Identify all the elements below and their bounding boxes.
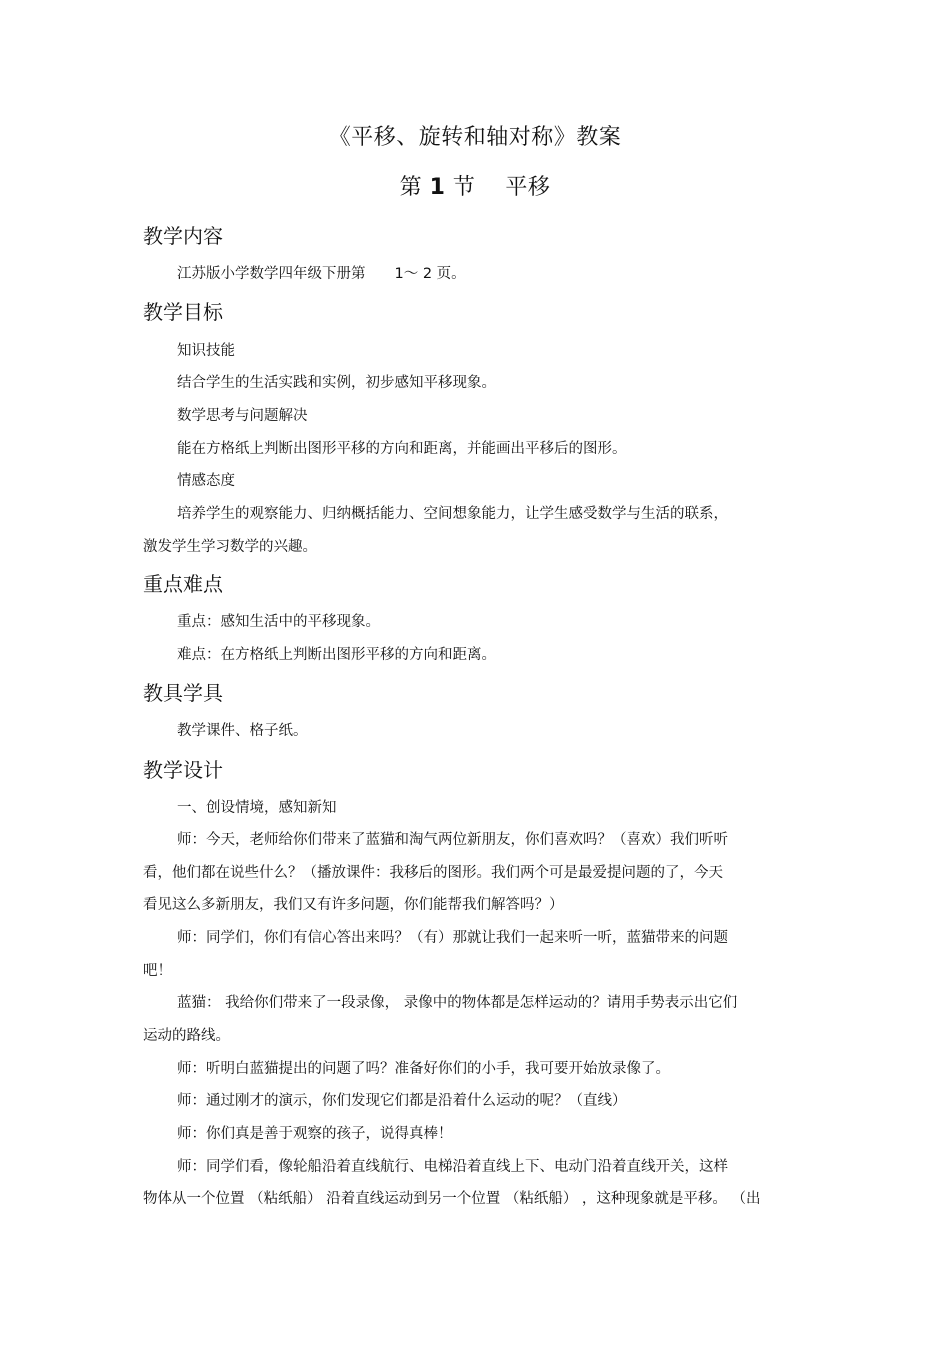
keypoint-difficult: 难点：在方格纸上判断出图形平移的方向和距离。 xyxy=(177,647,496,663)
goals-sub-thinking: 数学思考与问题解决 xyxy=(177,408,308,424)
goals-text-thinking: 能在方格纸上判断出图形平移的方向和距离，并能画出平移后的图形。 xyxy=(177,441,627,457)
heading-design: 教学设计 xyxy=(143,758,223,782)
section-name: 平移 xyxy=(505,175,551,200)
design-step-1: 一、创设情境，感知新知 xyxy=(177,800,337,816)
goals-text-attitude-2: 激发学生学习数学的兴趣。 xyxy=(143,539,317,555)
design-paragraph-2-line-2: 吧！ xyxy=(143,963,172,979)
design-paragraph-1-line-2: 看，他们都在说些什么？（播放课件：我移后的图形。我们两个可是最爱提问题的了，今天 xyxy=(143,865,723,881)
design-paragraph-7-line-1: 师：同学们看，像轮船沿着直线航行、电梯沿着直线上下、电动门沿着直线开关，这样 xyxy=(177,1159,728,1175)
heading-tools: 教具学具 xyxy=(143,681,223,705)
design-paragraph-3-line-1: 蓝猫： 我给你们带来了一段录像， 录像中的物体都是怎样运动的？请用手势表示出它们 xyxy=(177,995,738,1011)
heading-content: 教学内容 xyxy=(143,224,223,248)
goals-text-knowledge: 结合学生的生活实践和实例，初步感知平移现象。 xyxy=(177,375,496,391)
design-paragraph-2-line-1: 师：同学们，你们有信心答出来吗？（有）那就让我们一起来听一听，蓝猫带来的问题 xyxy=(177,930,728,946)
section-suffix: 节 xyxy=(452,175,476,200)
design-paragraph-6: 师：你们真是善于观察的孩子，说得真棒！ xyxy=(177,1126,453,1142)
design-paragraph-3-line-2: 运动的路线。 xyxy=(143,1028,230,1044)
goals-text-attitude-1: 培养学生的观察能力、归纳概括能力、空间想象能力，让学生感受数学与生活的联系， xyxy=(177,506,728,522)
goals-sub-attitude: 情感态度 xyxy=(177,473,235,489)
content-text: 江苏版小学数学四年级下册第 1～ 2 页。 xyxy=(177,266,466,282)
section-title xyxy=(0,170,950,201)
goals-sub-knowledge: 知识技能 xyxy=(177,343,235,359)
design-paragraph-5: 师：通过刚才的演示，你们发现它们都是沿着什么运动的呢？（直线） xyxy=(177,1093,627,1109)
tools-text: 教学课件、格子纸。 xyxy=(177,723,308,739)
design-paragraph-7-line-2: 物体从一个位置 （粘纸船） 沿着直线运动到另一个位置 （粘纸船） ，这种现象就是平移。 （出 xyxy=(143,1191,761,1207)
document-title: 《平移、旋转和轴对称》教案 xyxy=(328,125,622,150)
section-prefix: 第 xyxy=(399,175,423,200)
section-number: 1 xyxy=(429,175,446,200)
heading-keypoints: 重点难点 xyxy=(143,572,223,596)
design-paragraph-1-line-1: 师：今天，老师给你们带来了蓝猫和淘气两位新朋友，你们喜欢吗？（喜欢）我们听听 xyxy=(177,832,728,848)
heading-goals: 教学目标 xyxy=(143,300,223,324)
keypoint-key: 重点：感知生活中的平移现象。 xyxy=(177,614,380,630)
design-paragraph-1-line-3: 看见这么多新朋友，我们又有许多问题，你们能帮我们解答吗？） xyxy=(143,897,564,913)
design-paragraph-4: 师：听明白蓝猫提出的问题了吗？准备好你们的小手，我可要开始放录像了。 xyxy=(177,1061,670,1077)
